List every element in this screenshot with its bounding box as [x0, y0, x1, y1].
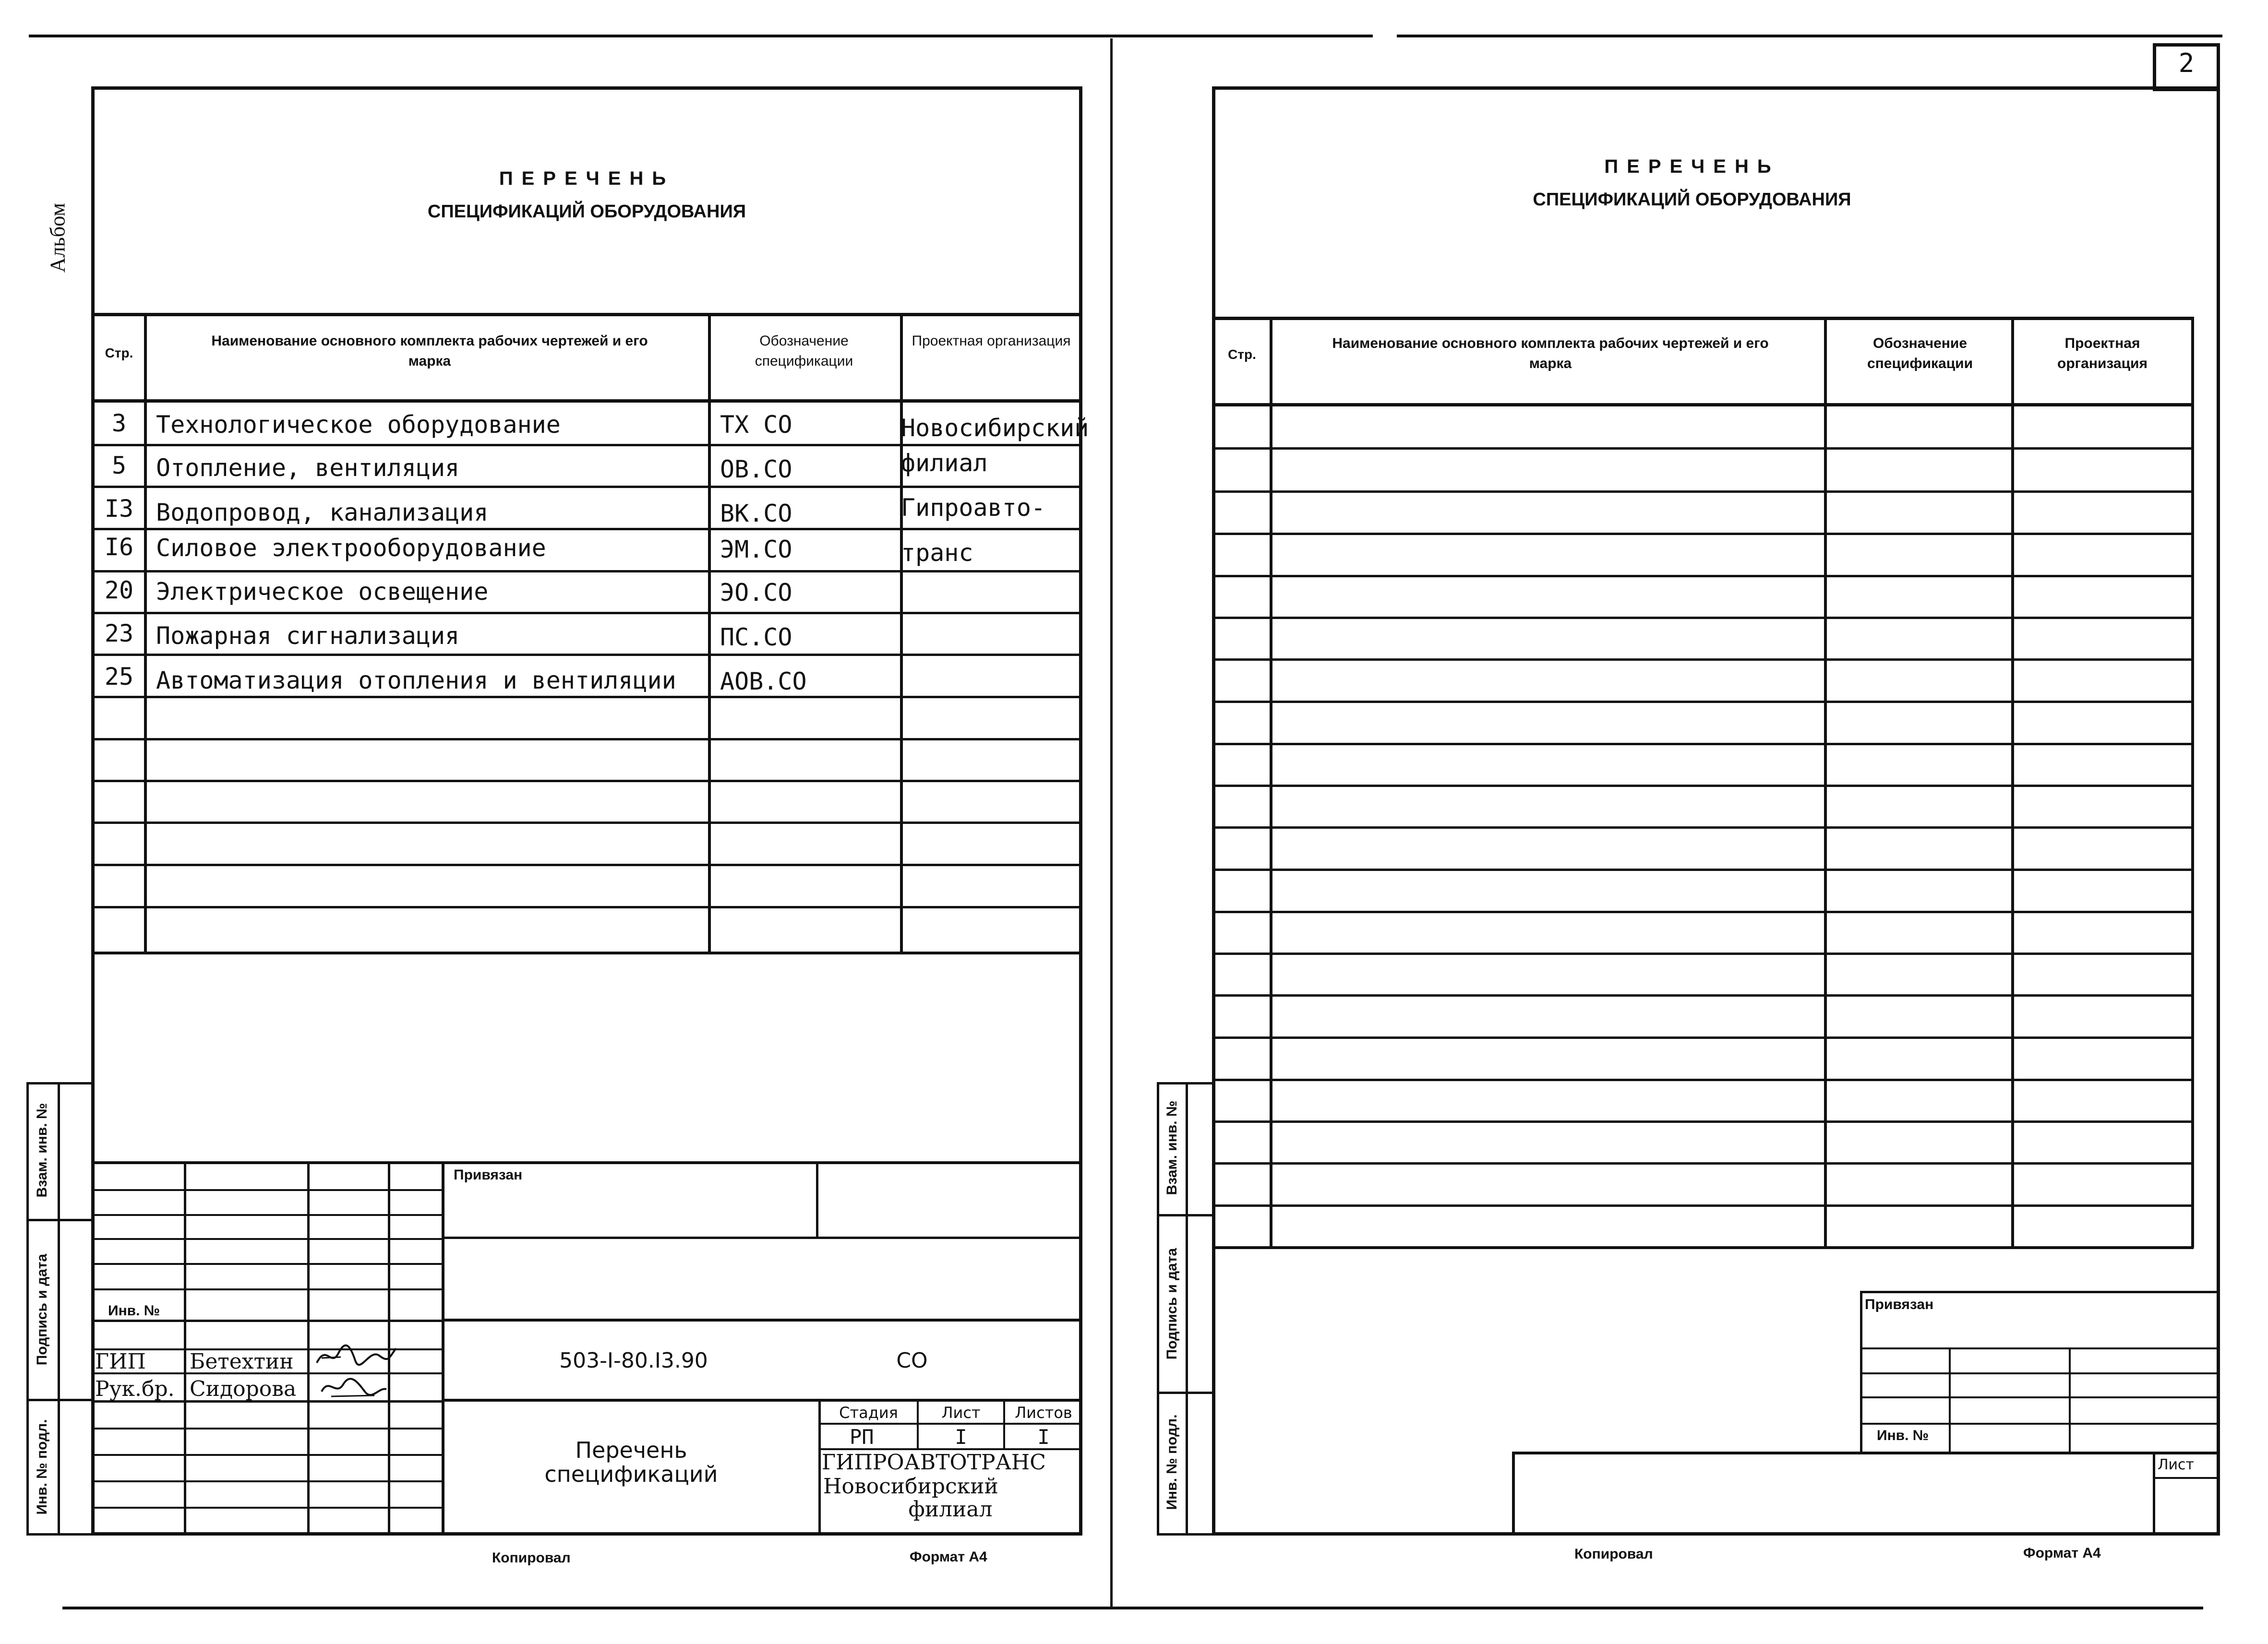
stamp-grid-line [94, 1189, 443, 1191]
album-label: Альбом [46, 203, 70, 273]
right-side-field-sep [1157, 1392, 1214, 1394]
stamp-sheet-value: I [955, 1425, 967, 1449]
right-stamp-h3 [1860, 1396, 2220, 1398]
stamp-sheets-value: I [1037, 1425, 1050, 1449]
right-stamp-h1 [1860, 1347, 2220, 1349]
right-header-bottom [1214, 403, 2194, 406]
right-stamp-h2 [1860, 1372, 2220, 1374]
row-name: Водопровод, канализация [156, 499, 489, 526]
row-name: Автоматизация отопления и вентиляции [156, 667, 676, 694]
row-page: 5 [111, 452, 127, 479]
left-col-sep-2 [708, 313, 711, 954]
right-side-field-invpodl: Инв. № подл. [1164, 1414, 1180, 1510]
right-sheet-frame [1212, 86, 2220, 1536]
right-row-line [1214, 1036, 2194, 1039]
stamp-rukbr-role: Рук.бр. [95, 1377, 175, 1401]
right-row-line [1214, 953, 2194, 955]
right-col-sep-1 [1270, 317, 1272, 1248]
right-header-top [1214, 317, 2194, 320]
stamp-privyazan-label: Привязан [454, 1167, 523, 1183]
side-field-frame-left [26, 1082, 29, 1536]
left-row-line [94, 864, 1080, 866]
right-col-header-name: Наименование основного комплекта рабочих чертежей и его марка [1332, 335, 1769, 371]
row-name: Силовое электрооборудование [156, 534, 546, 562]
stamp-gip-name: Бетехтин [190, 1349, 294, 1374]
right-row-line [1214, 447, 2194, 450]
stamp-rukbr-name: Сидорова [190, 1377, 297, 1401]
left-table-bottom [94, 952, 1080, 954]
right-stamp-v1 [1949, 1347, 1951, 1454]
row-page: 25 [104, 663, 134, 691]
bottom-edge [62, 1607, 2203, 1609]
right-row-line [1214, 869, 2194, 871]
side-field-invpodl: Инв. № подл. [34, 1419, 50, 1515]
right-row-line [1214, 701, 2194, 703]
right-row-line [1214, 911, 2194, 913]
stamp-grid-line [94, 1480, 443, 1482]
row-code: ПС.СО [720, 623, 792, 651]
left-header-bottom [94, 399, 1080, 403]
right-row-line [1214, 743, 2194, 745]
row-page: 23 [104, 619, 134, 647]
right-side-field-vzam: Взам. инв. № [1164, 1100, 1180, 1195]
left-row-line [94, 528, 1080, 530]
right-col-header-organization: Проектная организация [2057, 335, 2148, 371]
left-row-line [94, 696, 1080, 698]
right-stamp-v2 [2069, 1347, 2071, 1454]
right-row-line [1214, 785, 2194, 787]
left-row-line [94, 612, 1080, 614]
stamp-h-privyazan-bottom [443, 1237, 1081, 1239]
row-name: Отопление, вентиляция [156, 454, 460, 482]
right-row-line [1214, 533, 2194, 535]
stamp-gip-role: ГИП [95, 1349, 146, 1374]
row-name: Электрическое освещение [156, 578, 489, 606]
right-row-line [1214, 1120, 2194, 1123]
stamp-sheet-label: Лист [941, 1404, 981, 1422]
signature-rukbr [317, 1372, 389, 1401]
right-row-line [1214, 1162, 2194, 1165]
row-page: 3 [111, 409, 127, 437]
right-side-field-right [1186, 1082, 1188, 1536]
right-col-header-designation: Обозначение спецификации [1867, 335, 1973, 371]
right-side-field-bottom [1157, 1533, 1214, 1536]
right-subtitle: СПЕЦИФИКАЦИЙ ОБОРУДОВАНИЯ [1533, 190, 1851, 210]
right-col-sep-3 [2011, 317, 2014, 1248]
stamp-grid-line [94, 1454, 443, 1456]
org-line-3: Гипроавто- [901, 494, 1046, 522]
left-subtitle: СПЕЦИФИКАЦИЙ ОБОРУДОВАНИЯ [427, 202, 746, 222]
right-stamp-bottom-block-left [1512, 1452, 1515, 1536]
right-stamp-list-h [2153, 1477, 2220, 1479]
row-code: АОВ.СО [720, 667, 807, 695]
stamp-grid-line [94, 1320, 443, 1322]
right-stamp-list-left [2153, 1452, 2155, 1536]
left-row-line [94, 444, 1080, 446]
right-row-line [1214, 994, 2194, 997]
left-col-header-page: Стр. [105, 345, 133, 360]
left-col-header-designation: Обозначение спецификации [755, 333, 853, 369]
right-footer-copied: Копировал [1574, 1546, 1653, 1562]
left-col-sep-1 [144, 313, 147, 954]
left-row-line [94, 780, 1080, 782]
row-page: I6 [104, 533, 134, 561]
right-col-sep-2 [1824, 317, 1827, 1248]
stamp-org-line2: Новосибирский [823, 1474, 998, 1499]
stamp-org-line1: ГИПРОАВТОТРАНС [822, 1450, 1046, 1475]
right-row-line [1214, 1204, 2194, 1207]
row-name: Технологическое оборудование [156, 411, 561, 439]
right-table-bottom [1214, 1246, 2194, 1249]
row-page: I3 [104, 495, 134, 523]
page-number: 2 [2178, 48, 2195, 78]
row-code: ЭМ.СО [720, 536, 792, 563]
right-row-line [1214, 490, 2194, 493]
side-field-podpis: Подпись и дата [34, 1253, 50, 1366]
stamp-doc-title-1: Перечень [575, 1437, 687, 1463]
row-name: Пожарная сигнализация [156, 622, 460, 650]
row-page: 20 [104, 576, 134, 604]
right-row-line [1214, 658, 2194, 661]
side-field-frame-right [58, 1082, 60, 1536]
stamp-doc-title-2: спецификаций [544, 1461, 718, 1487]
right-title: ПЕРЕЧЕНЬ [1604, 156, 1780, 177]
left-title: ПЕРЕЧЕНЬ [499, 168, 675, 189]
stamp-inv-label: Инв. № [108, 1303, 160, 1319]
right-col-header-page: Стр. [1228, 347, 1256, 362]
row-code: ОВ.СО [720, 455, 792, 483]
stamp-grid-line [94, 1238, 443, 1240]
stamp-sheets-label: Листов [1015, 1404, 1072, 1422]
top-edge-right [1397, 35, 2222, 37]
right-stamp-top [1860, 1291, 2220, 1293]
right-stamp-inv-label: Инв. № [1877, 1428, 1929, 1443]
right-row-line [1214, 826, 2194, 829]
right-stamp-privyazan-label: Привязан [1865, 1297, 1934, 1312]
left-header-top [94, 313, 1080, 316]
right-stamp-sheet-label: Лист [2158, 1456, 2195, 1473]
footer-copied: Копировал [492, 1550, 571, 1566]
stamp-grid-line [94, 1288, 443, 1290]
stamp-top [94, 1161, 1080, 1164]
stamp-h-inv-top [443, 1319, 1081, 1322]
right-row-line [1214, 617, 2194, 619]
stamp-h-stage1 [818, 1423, 1082, 1425]
left-col-sep-3 [900, 313, 903, 954]
left-sheet-frame [91, 86, 1082, 1536]
side-field-sep [26, 1219, 94, 1221]
signature-gip [312, 1339, 398, 1372]
stamp-stage-label: Стадия [839, 1404, 898, 1422]
stamp-h-inv-bottom [443, 1399, 1081, 1402]
right-stamp-h4 [1860, 1423, 2220, 1425]
right-row-line [1214, 1079, 2194, 1081]
row-code: ТХ СО [720, 411, 792, 439]
center-fold-line [1110, 38, 1113, 1607]
left-col-header-organization: Проектная организация [912, 333, 1071, 349]
top-edge-left [29, 35, 1373, 37]
right-side-field-podpis: Подпись и дата [1164, 1248, 1180, 1360]
stamp-org-line3: филиал [908, 1497, 993, 1522]
org-line-1: Новосибирский [901, 414, 1089, 442]
stamp-v5 [816, 1161, 818, 1238]
left-row-line [94, 570, 1080, 572]
footer-format: Формат А4 [910, 1549, 987, 1565]
stamp-doc-code: 503-I-80.I3.90 [559, 1348, 708, 1373]
org-line-4: транс [901, 539, 973, 567]
side-field-vzam: Взам. инв. № [34, 1103, 50, 1198]
stamp-doc-mark: СО [896, 1348, 928, 1373]
left-row-line [94, 486, 1080, 488]
right-col-sep-4 [2191, 317, 2194, 1248]
left-col-header-name: Наименование основного комплекта рабочих чертежей и его марка [211, 333, 648, 369]
org-line-2: филиал [901, 449, 988, 477]
stamp-grid-line [94, 1263, 443, 1265]
row-code: ЭО.СО [720, 579, 792, 607]
stamp-grid-line [94, 1214, 443, 1216]
left-row-line [94, 906, 1080, 908]
right-row-line [1214, 575, 2194, 577]
right-side-field-left [1157, 1082, 1159, 1536]
stamp-grid-line [94, 1507, 443, 1509]
stamp-grid-line [94, 1428, 443, 1430]
left-row-line [94, 822, 1080, 824]
stamp-stage-value: РП [850, 1425, 874, 1449]
row-code: ВК.СО [720, 500, 792, 527]
right-footer-format: Формат А4 [2023, 1545, 2101, 1561]
right-stamp-bottom-block-top [1512, 1452, 2220, 1454]
left-row-line [94, 738, 1080, 740]
left-row-line [94, 654, 1080, 656]
